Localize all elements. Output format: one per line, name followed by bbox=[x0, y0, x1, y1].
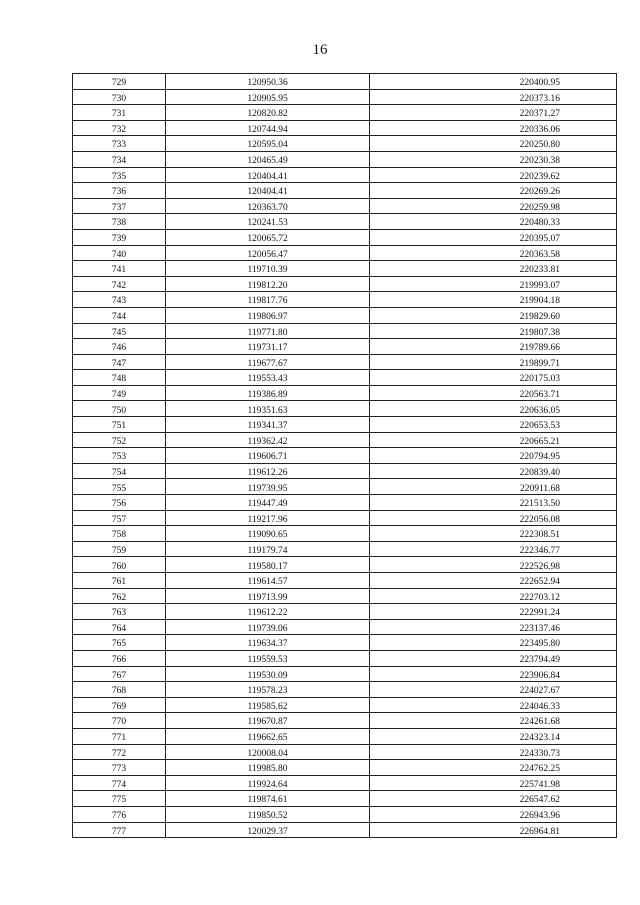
point-number-cell: 749 bbox=[73, 385, 166, 401]
x-coordinate-cell: 120056.47 bbox=[166, 245, 370, 261]
table-row bbox=[73, 74, 617, 90]
page-number: 16 bbox=[312, 42, 328, 58]
y-coordinate-cell: 223495.80 bbox=[370, 635, 617, 651]
y-coordinate-cell: 219899.71 bbox=[370, 354, 617, 370]
point-number-cell: 751 bbox=[73, 417, 166, 433]
coordinates-table bbox=[72, 73, 617, 838]
x-coordinate-cell: 120008.04 bbox=[166, 744, 370, 760]
y-coordinate-cell: 223794.49 bbox=[370, 650, 617, 666]
x-coordinate-cell: 119850.52 bbox=[166, 806, 370, 822]
x-coordinate-cell: 119351.63 bbox=[166, 401, 370, 417]
table-row bbox=[73, 401, 617, 417]
y-coordinate-cell: 220269.26 bbox=[370, 183, 617, 199]
y-coordinate-cell: 226547.62 bbox=[370, 791, 617, 807]
point-number-cell: 745 bbox=[73, 323, 166, 339]
table-row bbox=[73, 229, 617, 245]
x-coordinate-cell: 120950.36 bbox=[166, 74, 370, 90]
x-coordinate-cell: 120905.95 bbox=[166, 89, 370, 105]
table-row bbox=[73, 198, 617, 214]
x-coordinate-cell: 119731.17 bbox=[166, 339, 370, 355]
x-coordinate-cell: 119713.99 bbox=[166, 588, 370, 604]
table-row bbox=[73, 417, 617, 433]
y-coordinate-cell: 220250.80 bbox=[370, 136, 617, 152]
y-coordinate-cell: 219829.60 bbox=[370, 307, 617, 323]
point-number-cell: 770 bbox=[73, 713, 166, 729]
point-number-cell: 737 bbox=[73, 198, 166, 214]
table-row bbox=[73, 276, 617, 292]
y-coordinate-cell: 219789.66 bbox=[370, 339, 617, 355]
x-coordinate-cell: 119217.96 bbox=[166, 510, 370, 526]
x-coordinate-cell: 119386.89 bbox=[166, 385, 370, 401]
x-coordinate-cell: 119710.39 bbox=[166, 261, 370, 277]
x-coordinate-cell: 119771.80 bbox=[166, 323, 370, 339]
x-coordinate-cell: 119559.53 bbox=[166, 650, 370, 666]
x-coordinate-cell: 120363.70 bbox=[166, 198, 370, 214]
point-number-cell: 750 bbox=[73, 401, 166, 417]
x-coordinate-cell: 119580.17 bbox=[166, 557, 370, 573]
table-row bbox=[73, 261, 617, 277]
table-row bbox=[73, 728, 617, 744]
table-row bbox=[73, 167, 617, 183]
y-coordinate-cell: 220233.81 bbox=[370, 261, 617, 277]
y-coordinate-cell: 224762.25 bbox=[370, 760, 617, 776]
x-coordinate-cell: 119447.49 bbox=[166, 495, 370, 511]
y-coordinate-cell: 220230.38 bbox=[370, 151, 617, 167]
table-row bbox=[73, 245, 617, 261]
x-coordinate-cell: 119578.23 bbox=[166, 682, 370, 698]
coordinates-table-body bbox=[73, 74, 617, 838]
x-coordinate-cell: 120595.04 bbox=[166, 136, 370, 152]
table-row bbox=[73, 354, 617, 370]
x-coordinate-cell: 119677.67 bbox=[166, 354, 370, 370]
table-row bbox=[73, 136, 617, 152]
y-coordinate-cell: 219807.38 bbox=[370, 323, 617, 339]
y-coordinate-cell: 222308.51 bbox=[370, 526, 617, 542]
point-number-cell: 746 bbox=[73, 339, 166, 355]
x-coordinate-cell: 119670.87 bbox=[166, 713, 370, 729]
table-row bbox=[73, 541, 617, 557]
x-coordinate-cell: 119662.65 bbox=[166, 728, 370, 744]
y-coordinate-cell: 224323.14 bbox=[370, 728, 617, 744]
x-coordinate-cell: 119806.97 bbox=[166, 307, 370, 323]
x-coordinate-cell: 120820.82 bbox=[166, 105, 370, 121]
y-coordinate-cell: 220363.58 bbox=[370, 245, 617, 261]
point-number-cell: 763 bbox=[73, 604, 166, 620]
x-coordinate-cell: 119612.26 bbox=[166, 463, 370, 479]
x-coordinate-cell: 119606.71 bbox=[166, 448, 370, 464]
point-number-cell: 760 bbox=[73, 557, 166, 573]
y-coordinate-cell: 220395.07 bbox=[370, 229, 617, 245]
x-coordinate-cell: 119341.37 bbox=[166, 417, 370, 433]
point-number-cell: 741 bbox=[73, 261, 166, 277]
table-row bbox=[73, 214, 617, 230]
point-number-cell: 732 bbox=[73, 120, 166, 136]
y-coordinate-cell: 222526.98 bbox=[370, 557, 617, 573]
table-row bbox=[73, 650, 617, 666]
y-coordinate-cell: 222703.12 bbox=[370, 588, 617, 604]
table-row bbox=[73, 323, 617, 339]
point-number-cell: 777 bbox=[73, 822, 166, 838]
point-number-cell: 772 bbox=[73, 744, 166, 760]
y-coordinate-cell: 222991.24 bbox=[370, 604, 617, 620]
x-coordinate-cell: 119874.61 bbox=[166, 791, 370, 807]
table-row bbox=[73, 697, 617, 713]
point-number-cell: 775 bbox=[73, 791, 166, 807]
point-number-cell: 747 bbox=[73, 354, 166, 370]
table-row bbox=[73, 510, 617, 526]
y-coordinate-cell: 220336.06 bbox=[370, 120, 617, 136]
y-coordinate-cell: 220175.03 bbox=[370, 370, 617, 386]
x-coordinate-cell: 119985.80 bbox=[166, 760, 370, 776]
point-number-cell: 764 bbox=[73, 619, 166, 635]
table-row bbox=[73, 89, 617, 105]
table-row bbox=[73, 588, 617, 604]
point-number-cell: 762 bbox=[73, 588, 166, 604]
y-coordinate-cell: 220239.62 bbox=[370, 167, 617, 183]
y-coordinate-cell: 224330.73 bbox=[370, 744, 617, 760]
point-number-cell: 752 bbox=[73, 432, 166, 448]
y-coordinate-cell: 226964.81 bbox=[370, 822, 617, 838]
point-number-cell: 729 bbox=[73, 74, 166, 90]
table-row bbox=[73, 635, 617, 651]
x-coordinate-cell: 120404.41 bbox=[166, 183, 370, 199]
x-coordinate-cell: 119090.65 bbox=[166, 526, 370, 542]
point-number-cell: 769 bbox=[73, 697, 166, 713]
point-number-cell: 765 bbox=[73, 635, 166, 651]
point-number-cell: 761 bbox=[73, 573, 166, 589]
point-number-cell: 755 bbox=[73, 479, 166, 495]
table-row bbox=[73, 573, 617, 589]
point-number-cell: 757 bbox=[73, 510, 166, 526]
table-row bbox=[73, 682, 617, 698]
x-coordinate-cell: 120744.94 bbox=[166, 120, 370, 136]
y-coordinate-cell: 226943.96 bbox=[370, 806, 617, 822]
x-coordinate-cell: 119924.64 bbox=[166, 775, 370, 791]
point-number-cell: 773 bbox=[73, 760, 166, 776]
y-coordinate-cell: 220480.33 bbox=[370, 214, 617, 230]
y-coordinate-cell: 224046.33 bbox=[370, 697, 617, 713]
y-coordinate-cell: 222652.94 bbox=[370, 573, 617, 589]
y-coordinate-cell: 220636.05 bbox=[370, 401, 617, 417]
table-row bbox=[73, 432, 617, 448]
point-number-cell: 733 bbox=[73, 136, 166, 152]
table-row bbox=[73, 760, 617, 776]
table-row bbox=[73, 806, 617, 822]
y-coordinate-cell: 220653.53 bbox=[370, 417, 617, 433]
y-coordinate-cell: 219993.07 bbox=[370, 276, 617, 292]
y-coordinate-cell: 220794.95 bbox=[370, 448, 617, 464]
table-row bbox=[73, 822, 617, 838]
y-coordinate-cell: 220563.71 bbox=[370, 385, 617, 401]
x-coordinate-cell: 120029.37 bbox=[166, 822, 370, 838]
point-number-cell: 736 bbox=[73, 183, 166, 199]
table-row bbox=[73, 463, 617, 479]
table-row bbox=[73, 183, 617, 199]
x-coordinate-cell: 119530.09 bbox=[166, 666, 370, 682]
y-coordinate-cell: 220371.27 bbox=[370, 105, 617, 121]
y-coordinate-cell: 219904.18 bbox=[370, 292, 617, 308]
point-number-cell: 743 bbox=[73, 292, 166, 308]
x-coordinate-cell: 119362.42 bbox=[166, 432, 370, 448]
table-row bbox=[73, 744, 617, 760]
x-coordinate-cell: 119817.76 bbox=[166, 292, 370, 308]
x-coordinate-cell: 119739.06 bbox=[166, 619, 370, 635]
table-row bbox=[73, 791, 617, 807]
point-number-cell: 776 bbox=[73, 806, 166, 822]
table-row bbox=[73, 307, 617, 323]
x-coordinate-cell: 119634.37 bbox=[166, 635, 370, 651]
table-row bbox=[73, 105, 617, 121]
point-number-cell: 767 bbox=[73, 666, 166, 682]
x-coordinate-cell: 120465.49 bbox=[166, 151, 370, 167]
table-row bbox=[73, 604, 617, 620]
y-coordinate-cell: 222346.77 bbox=[370, 541, 617, 557]
point-number-cell: 740 bbox=[73, 245, 166, 261]
point-number-cell: 771 bbox=[73, 728, 166, 744]
table-row bbox=[73, 385, 617, 401]
y-coordinate-cell: 223906.84 bbox=[370, 666, 617, 682]
point-number-cell: 753 bbox=[73, 448, 166, 464]
y-coordinate-cell: 225741.98 bbox=[370, 775, 617, 791]
point-number-cell: 758 bbox=[73, 526, 166, 542]
x-coordinate-cell: 119612.22 bbox=[166, 604, 370, 620]
y-coordinate-cell: 220839.40 bbox=[370, 463, 617, 479]
x-coordinate-cell: 119585.62 bbox=[166, 697, 370, 713]
x-coordinate-cell: 119739.95 bbox=[166, 479, 370, 495]
y-coordinate-cell: 220911.68 bbox=[370, 479, 617, 495]
table-row bbox=[73, 151, 617, 167]
y-coordinate-cell: 221513.50 bbox=[370, 495, 617, 511]
point-number-cell: 742 bbox=[73, 276, 166, 292]
table-row bbox=[73, 775, 617, 791]
point-number-cell: 774 bbox=[73, 775, 166, 791]
y-coordinate-cell: 220259.98 bbox=[370, 198, 617, 214]
point-number-cell: 730 bbox=[73, 89, 166, 105]
table-row bbox=[73, 292, 617, 308]
point-number-cell: 735 bbox=[73, 167, 166, 183]
table-row bbox=[73, 557, 617, 573]
table-row bbox=[73, 526, 617, 542]
point-number-cell: 768 bbox=[73, 682, 166, 698]
y-coordinate-cell: 224027.67 bbox=[370, 682, 617, 698]
point-number-cell: 759 bbox=[73, 541, 166, 557]
y-coordinate-cell: 222056.08 bbox=[370, 510, 617, 526]
x-coordinate-cell: 120404.41 bbox=[166, 167, 370, 183]
table-row bbox=[73, 619, 617, 635]
table-row bbox=[73, 448, 617, 464]
point-number-cell: 754 bbox=[73, 463, 166, 479]
y-coordinate-cell: 224261.68 bbox=[370, 713, 617, 729]
table-row bbox=[73, 713, 617, 729]
x-coordinate-cell: 120241.53 bbox=[166, 214, 370, 230]
y-coordinate-cell: 220400.95 bbox=[370, 74, 617, 90]
point-number-cell: 756 bbox=[73, 495, 166, 511]
x-coordinate-cell: 119812.20 bbox=[166, 276, 370, 292]
table-row bbox=[73, 120, 617, 136]
point-number-cell: 731 bbox=[73, 105, 166, 121]
point-number-cell: 738 bbox=[73, 214, 166, 230]
y-coordinate-cell: 220665.21 bbox=[370, 432, 617, 448]
table-row bbox=[73, 339, 617, 355]
point-number-cell: 744 bbox=[73, 307, 166, 323]
point-number-cell: 766 bbox=[73, 650, 166, 666]
table-row bbox=[73, 666, 617, 682]
table-row bbox=[73, 495, 617, 511]
y-coordinate-cell: 220373.16 bbox=[370, 89, 617, 105]
x-coordinate-cell: 120065.72 bbox=[166, 229, 370, 245]
x-coordinate-cell: 119179.74 bbox=[166, 541, 370, 557]
point-number-cell: 734 bbox=[73, 151, 166, 167]
x-coordinate-cell: 119553.43 bbox=[166, 370, 370, 386]
y-coordinate-cell: 223137.46 bbox=[370, 619, 617, 635]
table-row bbox=[73, 479, 617, 495]
point-number-cell: 748 bbox=[73, 370, 166, 386]
table-row bbox=[73, 370, 617, 386]
x-coordinate-cell: 119614.57 bbox=[166, 573, 370, 589]
point-number-cell: 739 bbox=[73, 229, 166, 245]
